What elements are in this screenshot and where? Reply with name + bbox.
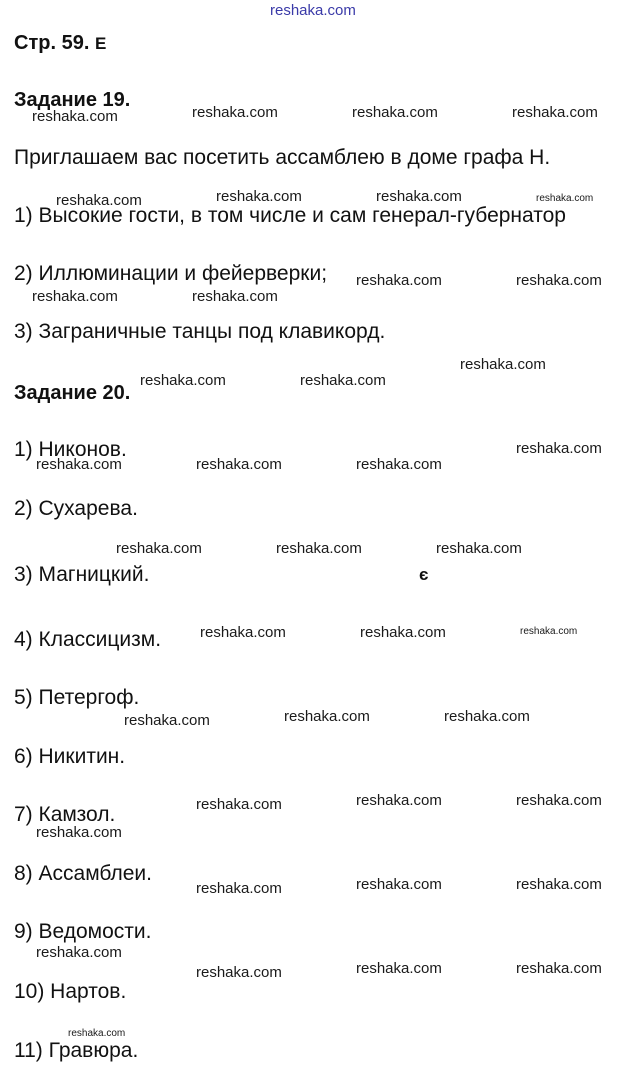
watermark: reshaka.com xyxy=(196,964,282,981)
watermark: reshaka.com xyxy=(36,944,122,961)
watermark: reshaka.com xyxy=(68,1028,126,1039)
task20-item: 1) Никонов. xyxy=(14,438,127,461)
task20-item: 6) Никитин. xyxy=(14,745,126,768)
watermark: reshaka.com xyxy=(444,708,530,725)
task20-item: 11) Гравюра. xyxy=(14,1039,139,1062)
watermark: reshaka.com xyxy=(356,960,442,977)
task20-item: 7) Камзол. xyxy=(14,803,116,826)
watermark: reshaka.com xyxy=(192,288,278,305)
task20-item: 2) Сухарева. xyxy=(14,497,138,520)
watermark: reshaka.com xyxy=(196,880,282,897)
watermark: reshaka.com xyxy=(300,372,386,389)
watermark: reshaka.com xyxy=(356,876,442,893)
watermark: reshaka.com xyxy=(356,456,442,473)
task19-item: 1) Высокие гости, в том числе и сам генерал-губернатор xyxy=(14,204,566,227)
watermark: reshaka.com xyxy=(216,188,302,205)
watermark: reshaka.com xyxy=(352,104,438,121)
watermark: reshaka.com xyxy=(196,456,282,473)
watermark: reshaka.com xyxy=(36,456,122,473)
task19-item: 2) Иллюминации и фейерверки; xyxy=(14,262,328,285)
task20-item: 4) Классицизм. xyxy=(14,628,162,651)
task19-title: Задание 19. xyxy=(14,89,131,111)
watermark: reshaka.com xyxy=(276,540,362,557)
stray-mark: є xyxy=(419,565,429,584)
watermark: reshaka.com xyxy=(516,960,602,977)
watermark: reshaka.com xyxy=(536,193,594,204)
watermark: reshaka.com xyxy=(376,188,462,205)
watermark: reshaka.com xyxy=(36,824,122,841)
task20-item: 3) Магницкий. xyxy=(14,563,150,586)
watermark: reshaka.com xyxy=(196,796,282,813)
task20-item: 8) Ассамблеи. xyxy=(14,862,152,885)
watermark: reshaka.com xyxy=(356,792,442,809)
watermark: reshaka.com xyxy=(192,104,278,121)
site-watermark-top: reshaka.com xyxy=(270,2,356,19)
watermark: reshaka.com xyxy=(516,792,602,809)
watermark: reshaka.com xyxy=(516,440,602,457)
watermark: reshaka.com xyxy=(520,626,578,637)
task19-item: 3) Заграничные танцы под клавикорд. xyxy=(14,320,386,343)
watermark: reshaka.com xyxy=(116,540,202,557)
watermark: reshaka.com xyxy=(124,712,210,729)
page-number: Стр. 59. xyxy=(14,32,90,54)
watermark: reshaka.com xyxy=(512,104,598,121)
task20-item: 5) Петергоф. xyxy=(14,686,140,709)
watermark: reshaka.com xyxy=(32,108,118,125)
task20-title: Задание 20. xyxy=(14,382,131,404)
watermark: reshaka.com xyxy=(516,876,602,893)
watermark: reshaka.com xyxy=(360,624,446,641)
watermark: reshaka.com xyxy=(460,356,546,373)
task19-intro: Приглашаем вас посетить ассамблею в доме графа Н. xyxy=(14,146,551,169)
watermark: reshaka.com xyxy=(32,288,118,305)
watermark: reshaka.com xyxy=(200,624,286,641)
task20-item: 10) Нартов. xyxy=(14,980,127,1003)
page-label xyxy=(14,32,106,55)
watermark: reshaka.com xyxy=(356,272,442,289)
watermark: reshaka.com xyxy=(284,708,370,725)
watermark: reshaka.com xyxy=(516,272,602,289)
watermark: reshaka.com xyxy=(140,372,226,389)
watermark: reshaka.com xyxy=(436,540,522,557)
task20-item: 9) Ведомости. xyxy=(14,920,152,943)
page-mark: E xyxy=(94,34,107,53)
watermark: reshaka.com xyxy=(56,192,142,209)
